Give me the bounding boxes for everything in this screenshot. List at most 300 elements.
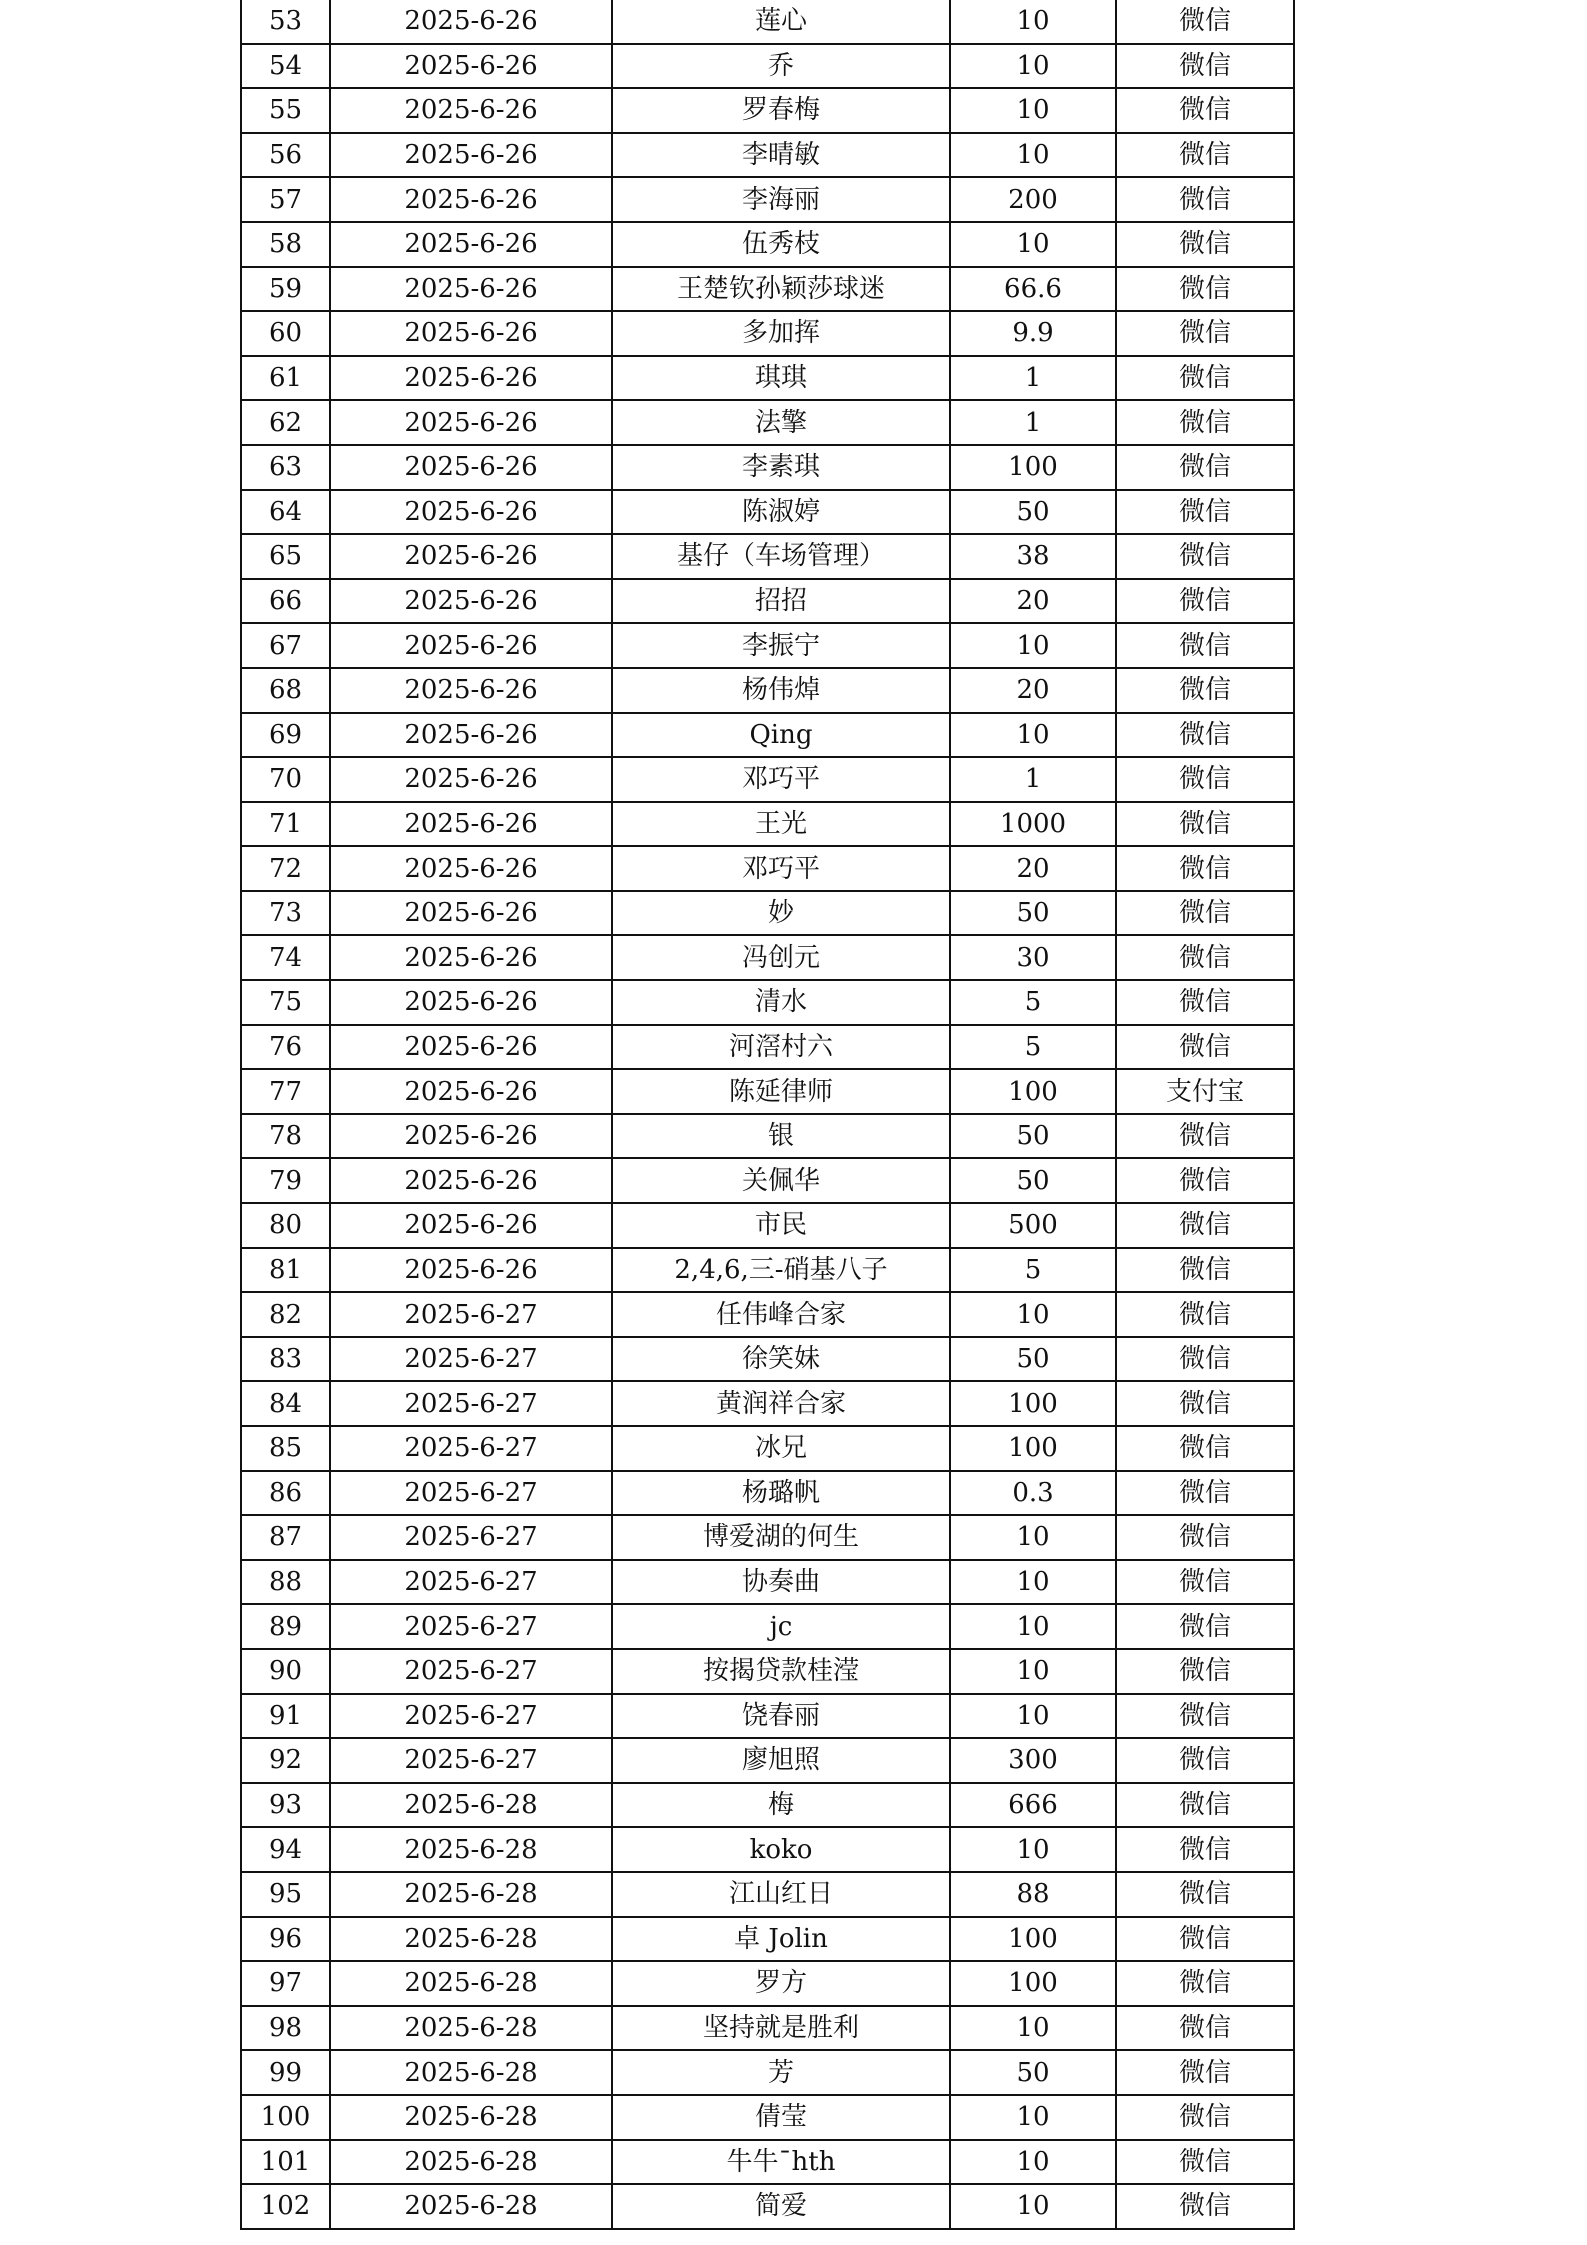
donor-name-cell: 梅 xyxy=(612,1783,950,1828)
table-row xyxy=(241,713,1294,758)
date-cell: 2025-6-27 xyxy=(330,1426,612,1471)
row-number-cell: 64 xyxy=(241,490,330,535)
payment-method-cell: 微信 xyxy=(1116,1783,1294,1828)
row-number-cell: 67 xyxy=(241,623,330,668)
donor-name-cell: Qing xyxy=(612,713,950,758)
date-cell: 2025-6-26 xyxy=(330,935,612,980)
donor-name-cell: 李海丽 xyxy=(612,177,950,222)
amount-cell: 5 xyxy=(950,1248,1116,1293)
row-number-cell: 59 xyxy=(241,267,330,312)
donor-name-cell: 市民 xyxy=(612,1203,950,1248)
table-row xyxy=(241,1426,1294,1471)
amount-cell: 10 xyxy=(950,1827,1116,1872)
amount-cell: 100 xyxy=(950,1069,1116,1114)
donor-name-cell: 邓巧平 xyxy=(612,757,950,802)
donor-name-cell: 乔 xyxy=(612,44,950,89)
date-cell: 2025-6-28 xyxy=(330,1961,612,2006)
table-row xyxy=(241,846,1294,891)
row-number-cell: 65 xyxy=(241,534,330,579)
donor-name-cell: 陈延律师 xyxy=(612,1069,950,1114)
amount-cell: 10 xyxy=(950,1560,1116,1605)
donation-table xyxy=(240,0,1295,2230)
table-row xyxy=(241,1917,1294,1962)
donor-name-cell: 卓 Jolin xyxy=(612,1917,950,1962)
donor-name-cell: 关佩华 xyxy=(612,1158,950,1203)
row-number-cell: 63 xyxy=(241,445,330,490)
amount-cell: 10 xyxy=(950,44,1116,89)
date-cell: 2025-6-26 xyxy=(330,267,612,312)
row-number-cell: 100 xyxy=(241,2095,330,2140)
table-row xyxy=(241,1069,1294,1114)
row-number-cell: 87 xyxy=(241,1515,330,1560)
payment-method-cell: 微信 xyxy=(1116,2095,1294,2140)
row-number-cell: 99 xyxy=(241,2050,330,2095)
payment-method-cell: 微信 xyxy=(1116,802,1294,847)
row-number-cell: 62 xyxy=(241,400,330,445)
date-cell: 2025-6-27 xyxy=(330,1292,612,1337)
date-cell: 2025-6-26 xyxy=(330,713,612,758)
table-row xyxy=(241,1515,1294,1560)
amount-cell: 10 xyxy=(950,222,1116,267)
table-row xyxy=(241,1337,1294,1382)
payment-method-cell: 微信 xyxy=(1116,133,1294,178)
donor-name-cell: 琪琪 xyxy=(612,356,950,401)
table-row xyxy=(241,2184,1294,2229)
row-number-cell: 98 xyxy=(241,2006,330,2051)
amount-cell: 10 xyxy=(950,1694,1116,1739)
payment-method-cell: 微信 xyxy=(1116,1158,1294,1203)
amount-cell: 10 xyxy=(950,1649,1116,1694)
amount-cell: 66.6 xyxy=(950,267,1116,312)
table-row xyxy=(241,623,1294,668)
date-cell: 2025-6-28 xyxy=(330,2140,612,2185)
table-row xyxy=(241,980,1294,1025)
donor-name-cell: 廖旭照 xyxy=(612,1738,950,1783)
donor-name-cell: 河滘村六 xyxy=(612,1025,950,1070)
payment-method-cell: 微信 xyxy=(1116,1694,1294,1739)
table-row xyxy=(241,356,1294,401)
row-number-cell: 74 xyxy=(241,935,330,980)
table-row xyxy=(241,1694,1294,1739)
date-cell: 2025-6-27 xyxy=(330,1604,612,1649)
table-row xyxy=(241,579,1294,624)
amount-cell: 20 xyxy=(950,668,1116,713)
amount-cell: 10 xyxy=(950,2006,1116,2051)
row-number-cell: 93 xyxy=(241,1783,330,1828)
table-row xyxy=(241,1158,1294,1203)
donor-name-cell: 牛牛¯hth xyxy=(612,2140,950,2185)
donor-name-cell: 杨璐帆 xyxy=(612,1471,950,1516)
row-number-cell: 85 xyxy=(241,1426,330,1471)
amount-cell: 500 xyxy=(950,1203,1116,1248)
table-row xyxy=(241,1604,1294,1649)
payment-method-cell: 微信 xyxy=(1116,2050,1294,2095)
payment-method-cell: 微信 xyxy=(1116,1827,1294,1872)
row-number-cell: 96 xyxy=(241,1917,330,1962)
donor-name-cell: 银 xyxy=(612,1114,950,1159)
row-number-cell: 56 xyxy=(241,133,330,178)
table-row xyxy=(241,1649,1294,1694)
row-number-cell: 61 xyxy=(241,356,330,401)
amount-cell: 200 xyxy=(950,177,1116,222)
donor-name-cell: 妙 xyxy=(612,891,950,936)
amount-cell: 1 xyxy=(950,757,1116,802)
table-row xyxy=(241,2140,1294,2185)
payment-method-cell: 微信 xyxy=(1116,44,1294,89)
amount-cell: 10 xyxy=(950,0,1116,44)
payment-method-cell: 微信 xyxy=(1116,1961,1294,2006)
date-cell: 2025-6-26 xyxy=(330,623,612,668)
row-number-cell: 78 xyxy=(241,1114,330,1159)
payment-method-cell: 微信 xyxy=(1116,2140,1294,2185)
amount-cell: 10 xyxy=(950,2140,1116,2185)
row-number-cell: 58 xyxy=(241,222,330,267)
table-row xyxy=(241,1203,1294,1248)
amount-cell: 10 xyxy=(950,2095,1116,2140)
amount-cell: 1 xyxy=(950,356,1116,401)
row-number-cell: 81 xyxy=(241,1248,330,1293)
table-row xyxy=(241,534,1294,579)
donor-name-cell: 邓巧平 xyxy=(612,846,950,891)
amount-cell: 50 xyxy=(950,2050,1116,2095)
donor-name-cell: 招招 xyxy=(612,579,950,624)
amount-cell: 1 xyxy=(950,400,1116,445)
date-cell: 2025-6-26 xyxy=(330,1069,612,1114)
table-row xyxy=(241,2095,1294,2140)
donor-name-cell: 饶春丽 xyxy=(612,1694,950,1739)
donor-name-cell: 杨伟焯 xyxy=(612,668,950,713)
payment-method-cell: 微信 xyxy=(1116,1248,1294,1293)
table-row xyxy=(241,1560,1294,1605)
donor-name-cell: 简爱 xyxy=(612,2184,950,2229)
date-cell: 2025-6-27 xyxy=(330,1738,612,1783)
table-row xyxy=(241,311,1294,356)
donor-name-cell: 任伟峰合家 xyxy=(612,1292,950,1337)
date-cell: 2025-6-28 xyxy=(330,1872,612,1917)
payment-method-cell: 微信 xyxy=(1116,1515,1294,1560)
table-row xyxy=(241,1248,1294,1293)
table-row xyxy=(241,400,1294,445)
row-number-cell: 84 xyxy=(241,1381,330,1426)
amount-cell: 88 xyxy=(950,1872,1116,1917)
date-cell: 2025-6-26 xyxy=(330,579,612,624)
payment-method-cell: 微信 xyxy=(1116,2006,1294,2051)
payment-method-cell: 微信 xyxy=(1116,980,1294,1025)
row-number-cell: 82 xyxy=(241,1292,330,1337)
date-cell: 2025-6-26 xyxy=(330,846,612,891)
payment-method-cell: 微信 xyxy=(1116,846,1294,891)
amount-cell: 9.9 xyxy=(950,311,1116,356)
payment-method-cell: 微信 xyxy=(1116,1738,1294,1783)
amount-cell: 20 xyxy=(950,579,1116,624)
row-number-cell: 101 xyxy=(241,2140,330,2185)
table-row xyxy=(241,757,1294,802)
donor-name-cell: 莲心 xyxy=(612,0,950,44)
amount-cell: 1000 xyxy=(950,802,1116,847)
table-row xyxy=(241,1827,1294,1872)
amount-cell: 50 xyxy=(950,1337,1116,1382)
table-row xyxy=(241,668,1294,713)
table-row xyxy=(241,2050,1294,2095)
amount-cell: 10 xyxy=(950,1515,1116,1560)
row-number-cell: 86 xyxy=(241,1471,330,1516)
row-number-cell: 75 xyxy=(241,980,330,1025)
payment-method-cell: 微信 xyxy=(1116,1604,1294,1649)
table-row xyxy=(241,1961,1294,2006)
row-number-cell: 55 xyxy=(241,88,330,133)
date-cell: 2025-6-26 xyxy=(330,1114,612,1159)
table-row xyxy=(241,133,1294,178)
amount-cell: 666 xyxy=(950,1783,1116,1828)
table-row xyxy=(241,802,1294,847)
donor-name-cell: koko xyxy=(612,1827,950,1872)
amount-cell: 50 xyxy=(950,891,1116,936)
payment-method-cell: 微信 xyxy=(1116,668,1294,713)
table-row xyxy=(241,935,1294,980)
table-row xyxy=(241,490,1294,535)
amount-cell: 10 xyxy=(950,88,1116,133)
amount-cell: 10 xyxy=(950,623,1116,668)
row-number-cell: 54 xyxy=(241,44,330,89)
date-cell: 2025-6-26 xyxy=(330,1158,612,1203)
row-number-cell: 66 xyxy=(241,579,330,624)
amount-cell: 30 xyxy=(950,935,1116,980)
payment-method-cell: 微信 xyxy=(1116,891,1294,936)
payment-method-cell: 微信 xyxy=(1116,623,1294,668)
amount-cell: 5 xyxy=(950,1025,1116,1070)
amount-cell: 100 xyxy=(950,1381,1116,1426)
row-number-cell: 79 xyxy=(241,1158,330,1203)
row-number-cell: 60 xyxy=(241,311,330,356)
row-number-cell: 77 xyxy=(241,1069,330,1114)
amount-cell: 300 xyxy=(950,1738,1116,1783)
payment-method-cell: 微信 xyxy=(1116,935,1294,980)
payment-method-cell: 微信 xyxy=(1116,177,1294,222)
date-cell: 2025-6-26 xyxy=(330,88,612,133)
amount-cell: 0.3 xyxy=(950,1471,1116,1516)
date-cell: 2025-6-26 xyxy=(330,445,612,490)
payment-method-cell: 微信 xyxy=(1116,356,1294,401)
table-row xyxy=(241,1025,1294,1070)
row-number-cell: 95 xyxy=(241,1872,330,1917)
date-cell: 2025-6-26 xyxy=(330,400,612,445)
row-number-cell: 69 xyxy=(241,713,330,758)
date-cell: 2025-6-26 xyxy=(330,1203,612,1248)
date-cell: 2025-6-28 xyxy=(330,1783,612,1828)
table-row xyxy=(241,445,1294,490)
payment-method-cell: 微信 xyxy=(1116,222,1294,267)
table-row xyxy=(241,44,1294,89)
row-number-cell: 73 xyxy=(241,891,330,936)
date-cell: 2025-6-28 xyxy=(330,1917,612,1962)
table-row xyxy=(241,0,1294,44)
table-row xyxy=(241,2006,1294,2051)
donor-name-cell: 王光 xyxy=(612,802,950,847)
payment-method-cell: 微信 xyxy=(1116,1381,1294,1426)
payment-method-cell: 支付宝 xyxy=(1116,1069,1294,1114)
donor-name-cell: 冯创元 xyxy=(612,935,950,980)
table-row xyxy=(241,267,1294,312)
donor-name-cell: jc xyxy=(612,1604,950,1649)
date-cell: 2025-6-26 xyxy=(330,222,612,267)
table-row xyxy=(241,1381,1294,1426)
amount-cell: 38 xyxy=(950,534,1116,579)
date-cell: 2025-6-28 xyxy=(330,1827,612,1872)
payment-method-cell: 微信 xyxy=(1116,1426,1294,1471)
table-row xyxy=(241,1471,1294,1516)
payment-method-cell: 微信 xyxy=(1116,267,1294,312)
payment-method-cell: 微信 xyxy=(1116,1471,1294,1516)
payment-method-cell: 微信 xyxy=(1116,757,1294,802)
date-cell: 2025-6-28 xyxy=(330,2006,612,2051)
row-number-cell: 88 xyxy=(241,1560,330,1605)
donor-name-cell: 按揭贷款桂滢 xyxy=(612,1649,950,1694)
donor-name-cell: 2,4,6,三-硝基八子 xyxy=(612,1248,950,1293)
date-cell: 2025-6-26 xyxy=(330,980,612,1025)
payment-method-cell: 微信 xyxy=(1116,445,1294,490)
payment-method-cell: 微信 xyxy=(1116,1872,1294,1917)
payment-method-cell: 微信 xyxy=(1116,1649,1294,1694)
amount-cell: 100 xyxy=(950,445,1116,490)
date-cell: 2025-6-27 xyxy=(330,1649,612,1694)
date-cell: 2025-6-27 xyxy=(330,1560,612,1605)
row-number-cell: 83 xyxy=(241,1337,330,1382)
payment-method-cell: 微信 xyxy=(1116,1560,1294,1605)
donor-name-cell: 徐笑妹 xyxy=(612,1337,950,1382)
amount-cell: 100 xyxy=(950,1426,1116,1471)
date-cell: 2025-6-28 xyxy=(330,2184,612,2229)
donor-name-cell: 王楚钦孙颖莎球迷 xyxy=(612,267,950,312)
date-cell: 2025-6-26 xyxy=(330,133,612,178)
donor-name-cell: 法擎 xyxy=(612,400,950,445)
donor-name-cell: 李素琪 xyxy=(612,445,950,490)
table-row xyxy=(241,1783,1294,1828)
donor-name-cell: 坚持就是胜利 xyxy=(612,2006,950,2051)
donor-name-cell: 协奏曲 xyxy=(612,1560,950,1605)
date-cell: 2025-6-26 xyxy=(330,356,612,401)
donor-name-cell: 黄润祥合家 xyxy=(612,1381,950,1426)
row-number-cell: 80 xyxy=(241,1203,330,1248)
donor-name-cell: 倩莹 xyxy=(612,2095,950,2140)
row-number-cell: 92 xyxy=(241,1738,330,1783)
payment-method-cell: 微信 xyxy=(1116,88,1294,133)
payment-method-cell: 微信 xyxy=(1116,579,1294,624)
date-cell: 2025-6-27 xyxy=(330,1381,612,1426)
amount-cell: 50 xyxy=(950,1158,1116,1203)
table-row xyxy=(241,177,1294,222)
table-row xyxy=(241,222,1294,267)
amount-cell: 10 xyxy=(950,2184,1116,2229)
row-number-cell: 57 xyxy=(241,177,330,222)
date-cell: 2025-6-26 xyxy=(330,1025,612,1070)
row-number-cell: 70 xyxy=(241,757,330,802)
date-cell: 2025-6-26 xyxy=(330,802,612,847)
date-cell: 2025-6-26 xyxy=(330,44,612,89)
date-cell: 2025-6-27 xyxy=(330,1694,612,1739)
date-cell: 2025-6-26 xyxy=(330,668,612,713)
amount-cell: 20 xyxy=(950,846,1116,891)
donor-name-cell: 基仔（车场管理） xyxy=(612,534,950,579)
donor-name-cell: 李晴敏 xyxy=(612,133,950,178)
date-cell: 2025-6-28 xyxy=(330,2095,612,2140)
donor-name-cell: 冰兄 xyxy=(612,1426,950,1471)
date-cell: 2025-6-26 xyxy=(330,177,612,222)
row-number-cell: 97 xyxy=(241,1961,330,2006)
table-row xyxy=(241,891,1294,936)
payment-method-cell: 微信 xyxy=(1116,713,1294,758)
row-number-cell: 72 xyxy=(241,846,330,891)
payment-method-cell: 微信 xyxy=(1116,490,1294,535)
donor-name-cell: 博爱湖的何生 xyxy=(612,1515,950,1560)
table-row xyxy=(241,88,1294,133)
donation-table-body xyxy=(241,0,1294,2229)
payment-method-cell: 微信 xyxy=(1116,311,1294,356)
date-cell: 2025-6-26 xyxy=(330,0,612,44)
amount-cell: 100 xyxy=(950,1917,1116,1962)
donor-name-cell: 罗春梅 xyxy=(612,88,950,133)
amount-cell: 100 xyxy=(950,1961,1116,2006)
row-number-cell: 102 xyxy=(241,2184,330,2229)
payment-method-cell: 微信 xyxy=(1116,0,1294,44)
row-number-cell: 76 xyxy=(241,1025,330,1070)
amount-cell: 50 xyxy=(950,1114,1116,1159)
row-number-cell: 53 xyxy=(241,0,330,44)
donor-name-cell: 伍秀枝 xyxy=(612,222,950,267)
table-row xyxy=(241,1292,1294,1337)
date-cell: 2025-6-27 xyxy=(330,1337,612,1382)
amount-cell: 10 xyxy=(950,1604,1116,1649)
payment-method-cell: 微信 xyxy=(1116,2184,1294,2229)
donor-name-cell: 江山红日 xyxy=(612,1872,950,1917)
date-cell: 2025-6-27 xyxy=(330,1515,612,1560)
payment-method-cell: 微信 xyxy=(1116,1114,1294,1159)
date-cell: 2025-6-28 xyxy=(330,2050,612,2095)
payment-method-cell: 微信 xyxy=(1116,1203,1294,1248)
donor-name-cell: 多加挥 xyxy=(612,311,950,356)
date-cell: 2025-6-26 xyxy=(330,534,612,579)
table-row xyxy=(241,1114,1294,1159)
payment-method-cell: 微信 xyxy=(1116,1337,1294,1382)
date-cell: 2025-6-26 xyxy=(330,311,612,356)
date-cell: 2025-6-26 xyxy=(330,757,612,802)
payment-method-cell: 微信 xyxy=(1116,1292,1294,1337)
amount-cell: 10 xyxy=(950,1292,1116,1337)
date-cell: 2025-6-26 xyxy=(330,1248,612,1293)
payment-method-cell: 微信 xyxy=(1116,1025,1294,1070)
donor-name-cell: 清水 xyxy=(612,980,950,1025)
donor-name-cell: 罗方 xyxy=(612,1961,950,2006)
donor-name-cell: 芳 xyxy=(612,2050,950,2095)
donor-name-cell: 李振宁 xyxy=(612,623,950,668)
amount-cell: 5 xyxy=(950,980,1116,1025)
row-number-cell: 90 xyxy=(241,1649,330,1694)
payment-method-cell: 微信 xyxy=(1116,1917,1294,1962)
payment-method-cell: 微信 xyxy=(1116,400,1294,445)
row-number-cell: 89 xyxy=(241,1604,330,1649)
row-number-cell: 91 xyxy=(241,1694,330,1739)
row-number-cell: 71 xyxy=(241,802,330,847)
table-row xyxy=(241,1738,1294,1783)
date-cell: 2025-6-26 xyxy=(330,891,612,936)
amount-cell: 10 xyxy=(950,713,1116,758)
payment-method-cell: 微信 xyxy=(1116,534,1294,579)
donor-name-cell: 陈淑婷 xyxy=(612,490,950,535)
amount-cell: 10 xyxy=(950,133,1116,178)
date-cell: 2025-6-27 xyxy=(330,1471,612,1516)
date-cell: 2025-6-26 xyxy=(330,490,612,535)
table-row xyxy=(241,1872,1294,1917)
row-number-cell: 68 xyxy=(241,668,330,713)
